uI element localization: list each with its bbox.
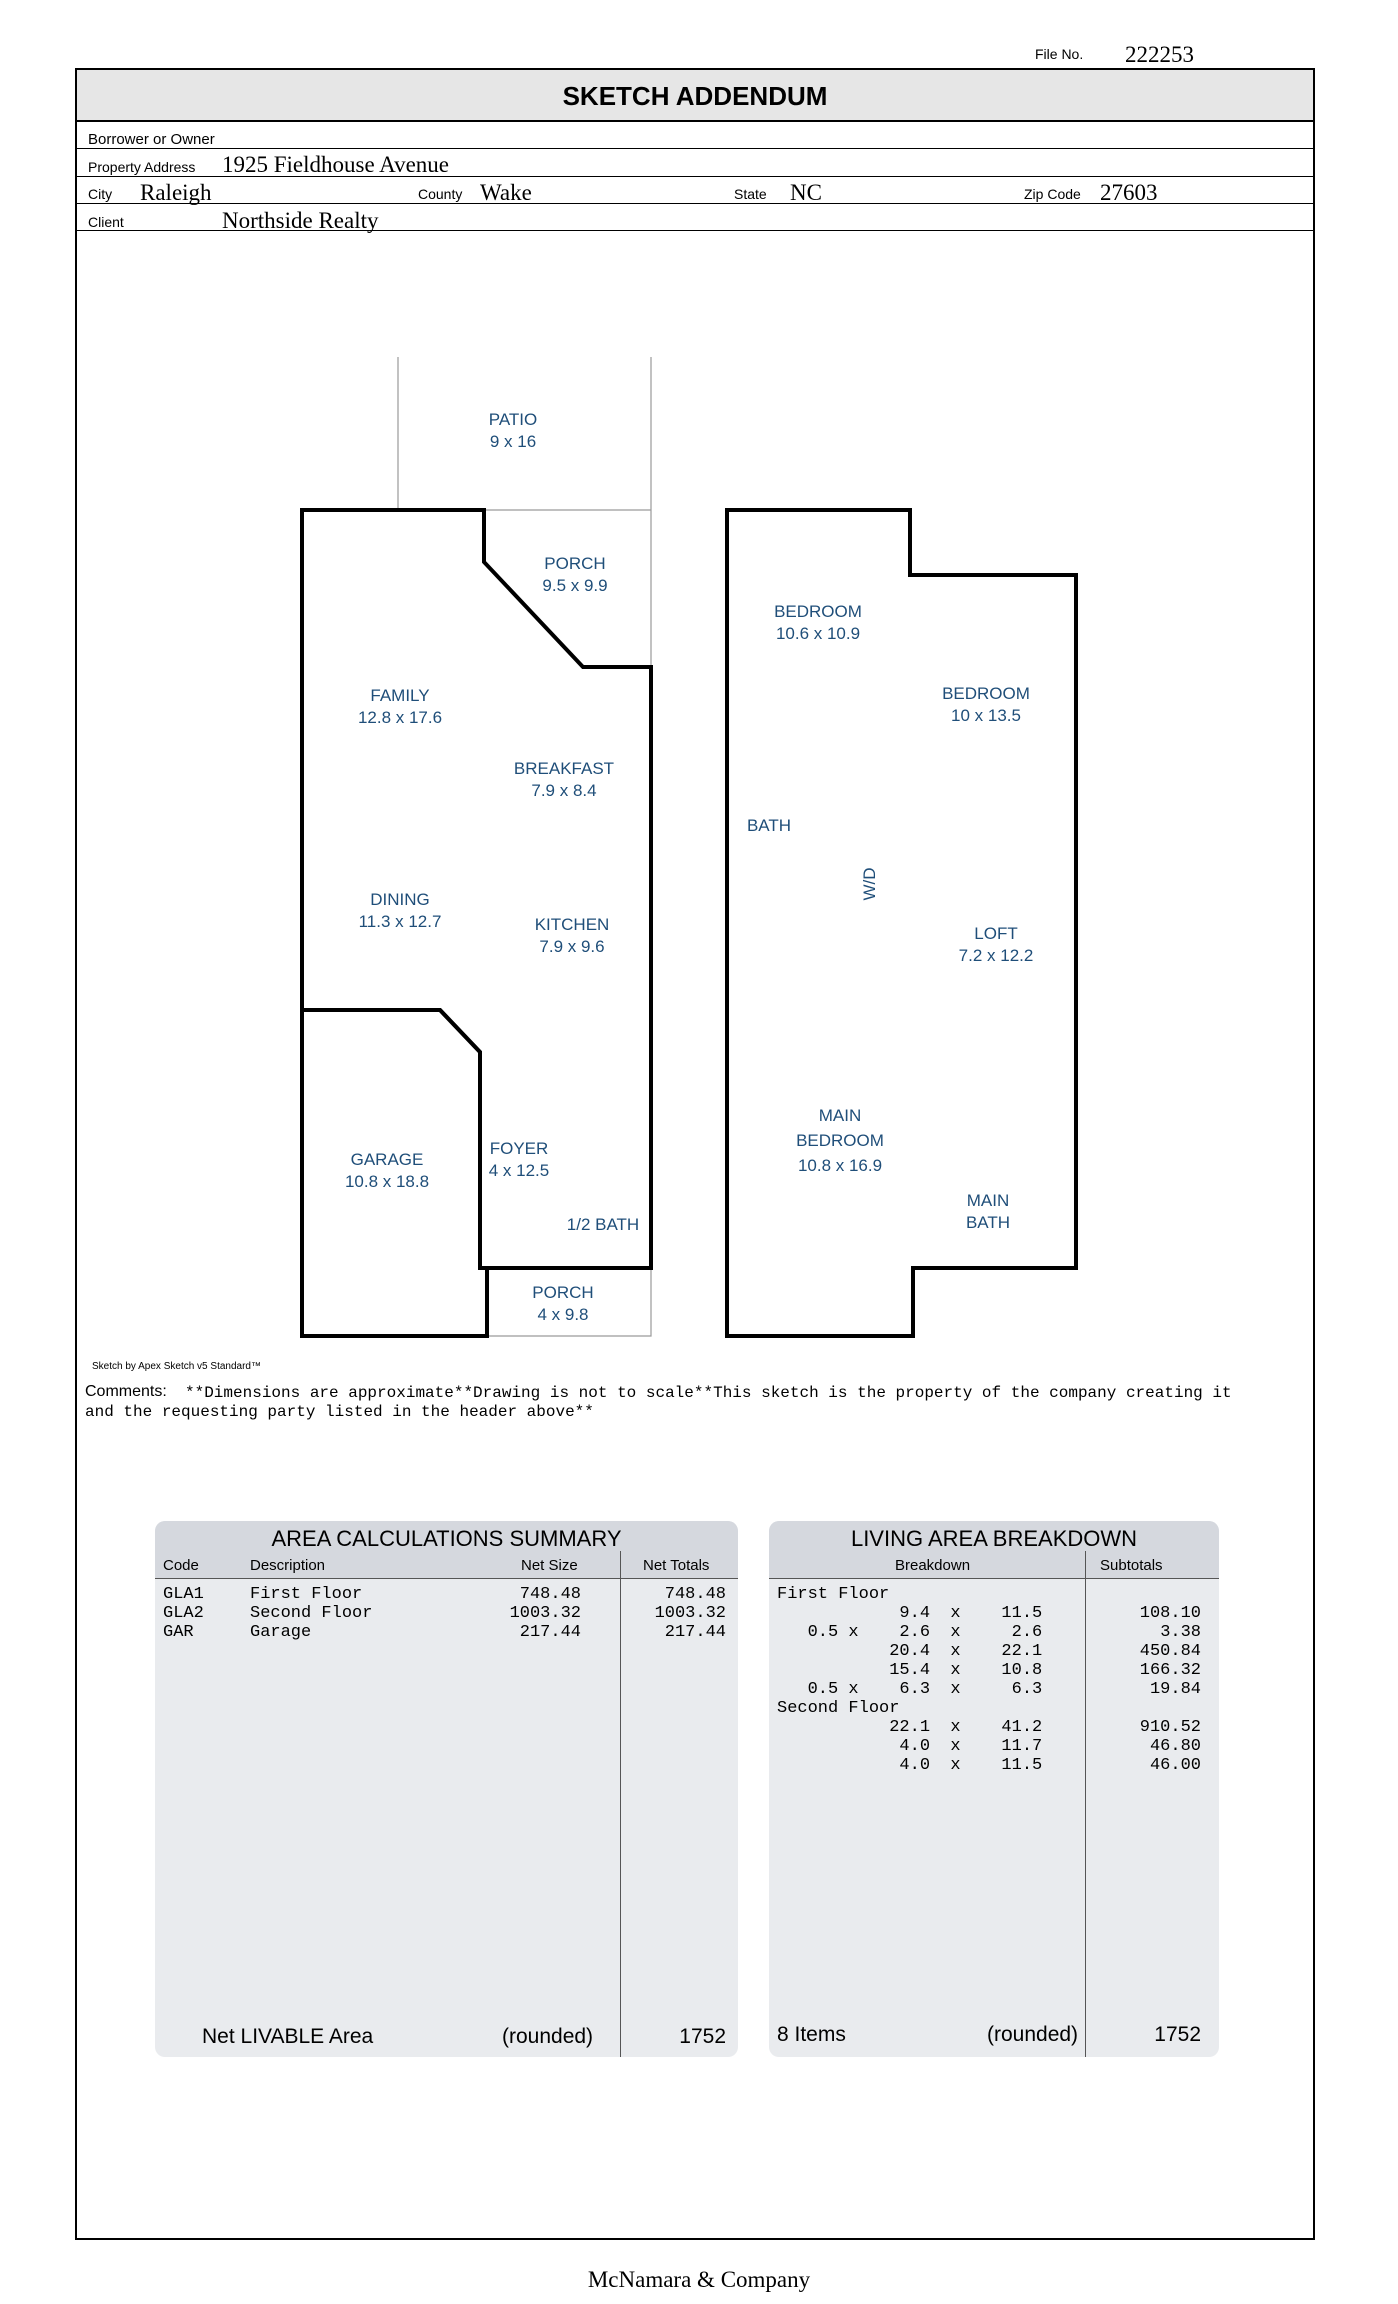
address-label: Property Address: [88, 159, 196, 175]
col-net-totals: Net Totals: [643, 1557, 710, 1574]
county-value: Wake: [480, 180, 532, 205]
breakdown-row-2: 9.4 x 11.5: [777, 1604, 1043, 1623]
room-kitchen: KITCHEN 7.9 x 9.6: [534, 915, 610, 956]
area-row-total-1: 748.48: [664, 1585, 726, 1604]
room-bedroom-2: BEDROOM 10 x 13.5: [942, 684, 1030, 725]
file-no-label: File No.: [1035, 46, 1084, 62]
borrower-label: Borrower or Owner: [88, 131, 215, 148]
state-label: State: [734, 186, 767, 202]
room-loft: LOFT 7.2 x 12.2: [958, 924, 1034, 965]
room-washer-dryer: W/D: [860, 867, 879, 901]
comments-line-2: and the requesting party listed in the header above**: [85, 1403, 594, 1421]
breakdown-row-7: Second Floor: [777, 1699, 900, 1718]
room-porch-bottom: PORCH 4 x 9.8: [532, 1283, 594, 1324]
col-code: Code: [163, 1557, 199, 1574]
page-title: SKETCH ADDENDUM: [77, 70, 1313, 122]
client-value: Northside Realty: [222, 208, 379, 233]
zip-label: Zip Code: [1024, 186, 1081, 202]
breakdown-items-count: 8 Items: [777, 2023, 846, 2046]
area-row-total-3: 217.44: [664, 1623, 726, 1642]
col-subtotals: Subtotals: [1100, 1557, 1163, 1574]
area-row-desc-2: Second Floor: [250, 1604, 373, 1623]
zip-value: 27603: [1100, 180, 1158, 205]
area-row-size-1: 748.48: [519, 1585, 581, 1604]
area-summary-panel: [155, 1521, 738, 2057]
area-row-code-3: GAR: [163, 1623, 194, 1642]
room-main-bath: MAIN BATH: [965, 1191, 1011, 1232]
breakdown-row-3: 0.5 x 2.6 x 2.6: [777, 1623, 1043, 1642]
comments-label: Comments:: [85, 1383, 167, 1400]
room-main-bedroom: MAIN BEDROOM 10.8 x 16.9: [796, 1106, 884, 1175]
breakdown-row-6: 0.5 x 6.3 x 6.3: [777, 1680, 1043, 1699]
breakdown-row-8: 22.1 x 41.2: [777, 1718, 1043, 1737]
porch-patio-outlines: [398, 357, 651, 1336]
room-dining: DINING 11.3 x 12.7: [358, 890, 442, 931]
breakdown-row-4: 20.4 x 22.1: [777, 1642, 1043, 1661]
col-description: Description: [250, 1557, 326, 1574]
breakdown-total-value: 1752: [1154, 2023, 1201, 2046]
breakdown-sub-4: 450.84: [1139, 1642, 1201, 1661]
room-bath: BATH: [746, 816, 792, 835]
breakdown-sub-6: 19.84: [1149, 1680, 1201, 1699]
net-livable-label: Net LIVABLE Area: [202, 2025, 374, 2048]
county-label: County: [418, 186, 463, 202]
address-value: 1925 Fieldhouse Avenue: [222, 152, 449, 177]
net-livable-rounded: (rounded): [502, 2025, 594, 2048]
room-porch-top: PORCH 9.5 x 9.9: [542, 554, 608, 595]
area-row-code-2: GLA2: [163, 1604, 204, 1623]
breakdown-row-10: 4.0 x 11.5: [777, 1756, 1043, 1775]
city-label: City: [88, 186, 113, 202]
breakdown-row-5: 15.4 x 10.8: [777, 1661, 1043, 1680]
file-no-value: 222253: [1125, 42, 1194, 67]
breakdown-sub-9: 46.80: [1149, 1737, 1201, 1756]
room-patio: PATIO 9 x 16: [488, 410, 538, 451]
area-row-size-3: 217.44: [519, 1623, 581, 1642]
area-summary-title: AREA CALCULATIONS SUMMARY: [271, 1526, 622, 1551]
room-garage: GARAGE 10.8 x 18.8: [344, 1150, 430, 1191]
room-half-bath: 1/2 BATH: [566, 1215, 640, 1234]
room-foyer: FOYER 4 x 12.5: [488, 1139, 550, 1180]
area-row-total-2: 1003.32: [654, 1604, 726, 1623]
room-family: FAMILY 12.8 x 17.6: [357, 686, 443, 727]
area-row-desc-1: First Floor: [250, 1585, 363, 1604]
comments-line-1: **Dimensions are approximate**Drawing is not to scale**This sketch is the property of the company creating it: [185, 1384, 1232, 1402]
breakdown-sub-2: 108.10: [1139, 1604, 1201, 1623]
breakdown-sub-8: 910.52: [1139, 1718, 1201, 1737]
state-value: NC: [790, 180, 822, 205]
col-net-size: Net Size: [521, 1557, 578, 1574]
living-breakdown-title: LIVING AREA BREAKDOWN: [850, 1526, 1138, 1551]
room-breakfast: BREAKFAST 7.9 x 8.4: [513, 759, 615, 800]
city-value: Raleigh: [140, 180, 212, 205]
area-row-size-2: 1003.32: [509, 1604, 581, 1623]
breakdown-row-1: First Floor: [777, 1585, 890, 1604]
breakdown-row-9: 4.0 x 11.7: [777, 1737, 1043, 1756]
breakdown-sub-3: 3.38: [1160, 1623, 1201, 1642]
sketch-credit: Sketch by Apex Sketch v5 Standard™: [92, 1361, 261, 1372]
col-breakdown: Breakdown: [895, 1557, 971, 1574]
breakdown-sub-5: 166.32: [1139, 1661, 1201, 1680]
net-livable-value: 1752: [679, 2025, 726, 2048]
area-row-desc-3: Garage: [250, 1623, 312, 1642]
living-breakdown-panel: [769, 1521, 1219, 2057]
company-footer: McNamara & Company: [587, 2267, 811, 2292]
room-bedroom-1: BEDROOM 10.6 x 10.9: [774, 602, 862, 643]
breakdown-sub-10: 46.00: [1149, 1756, 1201, 1775]
client-label: Client: [88, 214, 124, 230]
breakdown-rounded: (rounded): [987, 2023, 1079, 2046]
area-row-code-1: GLA1: [163, 1585, 204, 1604]
